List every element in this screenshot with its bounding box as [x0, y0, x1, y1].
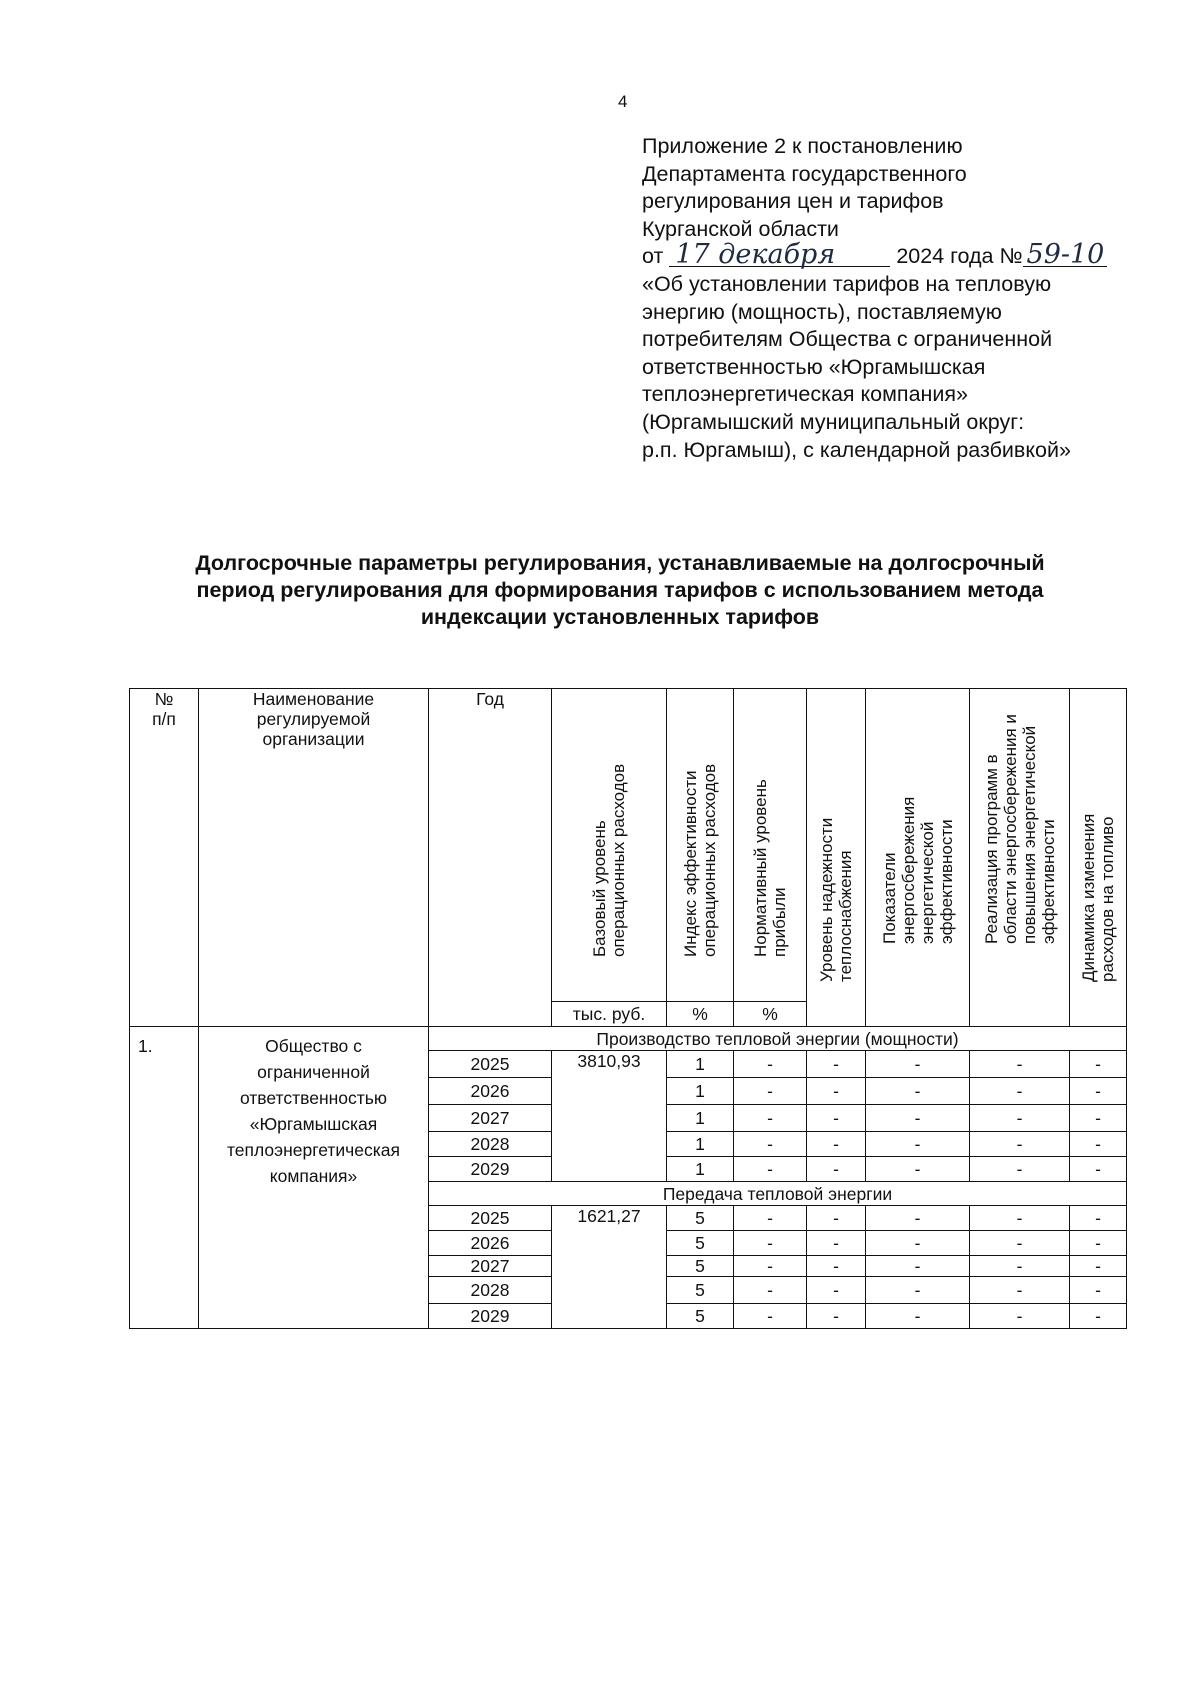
profit-cell: - — [734, 1132, 807, 1157]
unit-profit: % — [734, 1002, 807, 1027]
programs-cell: - — [970, 1132, 1070, 1157]
fuel-cell: - — [1070, 1206, 1127, 1231]
year-cell: 2026 — [429, 1231, 552, 1256]
header-row — [130, 689, 1127, 1002]
year-cell: 2027 — [429, 1256, 552, 1277]
index-cell: 1 — [667, 1051, 734, 1078]
reliability-cell: - — [807, 1157, 866, 1182]
appendix-line: Департамента государственного — [642, 161, 967, 186]
subject-line: теплоэнергетическая компания» — [642, 382, 969, 407]
fuel-cell: - — [1070, 1105, 1127, 1132]
index-cell: 1 — [667, 1078, 734, 1105]
fuel-cell: - — [1070, 1256, 1127, 1277]
index-cell: 1 — [667, 1132, 734, 1157]
header-programs: Реализация программ в области энергосбережения и повышения энергетической эффективности — [970, 689, 1070, 1027]
document-title — [120, 550, 1120, 631]
section-row — [130, 1027, 1127, 1051]
org-line: ответственностью — [239, 1088, 388, 1108]
table-body — [130, 1027, 1127, 1329]
reliability-cell: - — [807, 1277, 866, 1304]
index-cell: 5 — [667, 1304, 734, 1329]
subject-line: р.п. Юргамыш), с календарной разбивкой» — [642, 437, 1071, 462]
reliability-cell: - — [807, 1256, 866, 1277]
year-text: 2024 года № — [896, 244, 1023, 269]
date-prefix: от — [642, 244, 664, 269]
programs-cell: - — [970, 1256, 1070, 1277]
row-number: 1. — [130, 1027, 199, 1329]
fuel-cell: - — [1070, 1231, 1127, 1256]
title-line: индексации установленных тарифов — [420, 605, 820, 629]
header-profit: Нормативный уровень прибыли — [734, 689, 807, 1002]
year-cell: 2027 — [429, 1105, 552, 1132]
energy-cell: - — [866, 1231, 970, 1256]
year-cell: 2025 — [429, 1206, 552, 1231]
header-index: Индекс эффективности операционных расходов — [667, 689, 734, 1002]
energy-cell: - — [866, 1256, 970, 1277]
profit-cell: - — [734, 1078, 807, 1105]
header-year: Год — [429, 689, 552, 1027]
fuel-cell: - — [1070, 1078, 1127, 1105]
reliability-cell: - — [807, 1231, 866, 1256]
base-value-cell: 3810,93 — [552, 1051, 667, 1182]
year-cell: 2025 — [429, 1051, 552, 1078]
fuel-cell: - — [1070, 1132, 1127, 1157]
appendix-block — [642, 133, 1172, 464]
subject-line: ответственностью «Юргамышская — [642, 354, 986, 379]
profit-cell: - — [734, 1051, 807, 1078]
energy-cell: - — [866, 1078, 970, 1105]
programs-cell: - — [970, 1231, 1070, 1256]
header-energy: Показатели энергосбережения энергетической эффективности — [866, 689, 970, 1027]
org-line: ограниченной — [257, 1062, 370, 1082]
appendix-line: регулирования цен и тарифов — [642, 189, 944, 214]
subject-line: (Юргамышский муниципальный округ: — [642, 409, 1025, 434]
index-cell: 1 — [667, 1157, 734, 1182]
reliability-cell: - — [807, 1304, 866, 1329]
profit-cell: - — [734, 1277, 807, 1304]
section-title: Производство тепловой энергии (мощности) — [429, 1027, 1127, 1051]
reliability-cell: - — [807, 1132, 866, 1157]
profit-cell: - — [734, 1105, 807, 1132]
appendix-line: Курганской области — [642, 216, 839, 241]
handwritten-date: 17 декабря — [669, 244, 890, 267]
subject-line: энергию (мощность), поставляемую — [642, 299, 1002, 324]
year-cell: 2029 — [429, 1157, 552, 1182]
fuel-cell: - — [1070, 1277, 1127, 1304]
handwritten-number: 59-10 — [1023, 244, 1107, 267]
reliability-cell: - — [807, 1206, 866, 1231]
energy-cell: - — [866, 1105, 970, 1132]
energy-cell: - — [866, 1157, 970, 1182]
base-value-cell: 1621,27 — [552, 1206, 667, 1329]
title-line: Долгосрочные параметры регулирования, устанавливаемые на долгосрочный — [195, 551, 1045, 575]
year-cell: 2026 — [429, 1078, 552, 1105]
programs-cell: - — [970, 1206, 1070, 1231]
programs-cell: - — [970, 1105, 1070, 1132]
programs-cell: - — [970, 1078, 1070, 1105]
org-line: компания» — [269, 1166, 358, 1186]
parameters-table — [129, 688, 1127, 1329]
index-cell: 5 — [667, 1206, 734, 1231]
header-no: № п/п — [130, 689, 199, 1027]
profit-cell: - — [734, 1206, 807, 1231]
programs-cell: - — [970, 1157, 1070, 1182]
reliability-cell: - — [807, 1105, 866, 1132]
unit-index: % — [667, 1002, 734, 1027]
energy-cell: - — [866, 1277, 970, 1304]
fuel-cell: - — [1070, 1157, 1127, 1182]
page-number: 4 — [618, 92, 628, 111]
profit-cell: - — [734, 1304, 807, 1329]
appendix-date-line — [642, 239, 1172, 271]
org-line: теплоэнергетическая — [226, 1140, 401, 1160]
fuel-cell: - — [1070, 1051, 1127, 1078]
organization-name — [199, 1027, 429, 1329]
section-title: Передача тепловой энергии — [429, 1182, 1127, 1206]
energy-cell: - — [866, 1304, 970, 1329]
fuel-cell: - — [1070, 1304, 1127, 1329]
title-line: период регулирования для формирования тарифов с использованием метода — [196, 578, 1044, 602]
energy-cell: - — [866, 1132, 970, 1157]
programs-cell: - — [970, 1051, 1070, 1078]
profit-cell: - — [734, 1157, 807, 1182]
index-cell: 5 — [667, 1256, 734, 1277]
profit-cell: - — [734, 1231, 807, 1256]
header-reliability: Уровень надежности теплоснабжения — [807, 689, 866, 1027]
programs-cell: - — [970, 1277, 1070, 1304]
subject-line: «Об установлении тарифов на тепловую — [642, 271, 1052, 296]
reliability-cell: - — [807, 1051, 866, 1078]
year-cell: 2028 — [429, 1132, 552, 1157]
year-cell: 2028 — [429, 1277, 552, 1304]
header-fuel: Динамика изменения расходов на топливо — [1070, 689, 1127, 1027]
index-cell: 5 — [667, 1231, 734, 1256]
appendix-line: Приложение 2 к постановлению — [642, 134, 963, 158]
header-org: Наименование регулируемой организации — [199, 689, 429, 1027]
programs-cell: - — [970, 1304, 1070, 1329]
org-line: Общество с — [265, 1036, 362, 1056]
reliability-cell: - — [807, 1078, 866, 1105]
year-cell: 2029 — [429, 1304, 552, 1329]
header-base: Базовый уровень операционных расходов — [552, 689, 667, 1002]
subject-line: потребителям Общества с ограниченной — [642, 327, 1053, 352]
profit-cell: - — [734, 1256, 807, 1277]
unit-base: тыс. руб. — [552, 1002, 667, 1027]
index-cell: 1 — [667, 1105, 734, 1132]
energy-cell: - — [866, 1051, 970, 1078]
energy-cell: - — [866, 1206, 970, 1231]
index-cell: 5 — [667, 1277, 734, 1304]
org-line: «Юргамышская — [249, 1114, 378, 1134]
